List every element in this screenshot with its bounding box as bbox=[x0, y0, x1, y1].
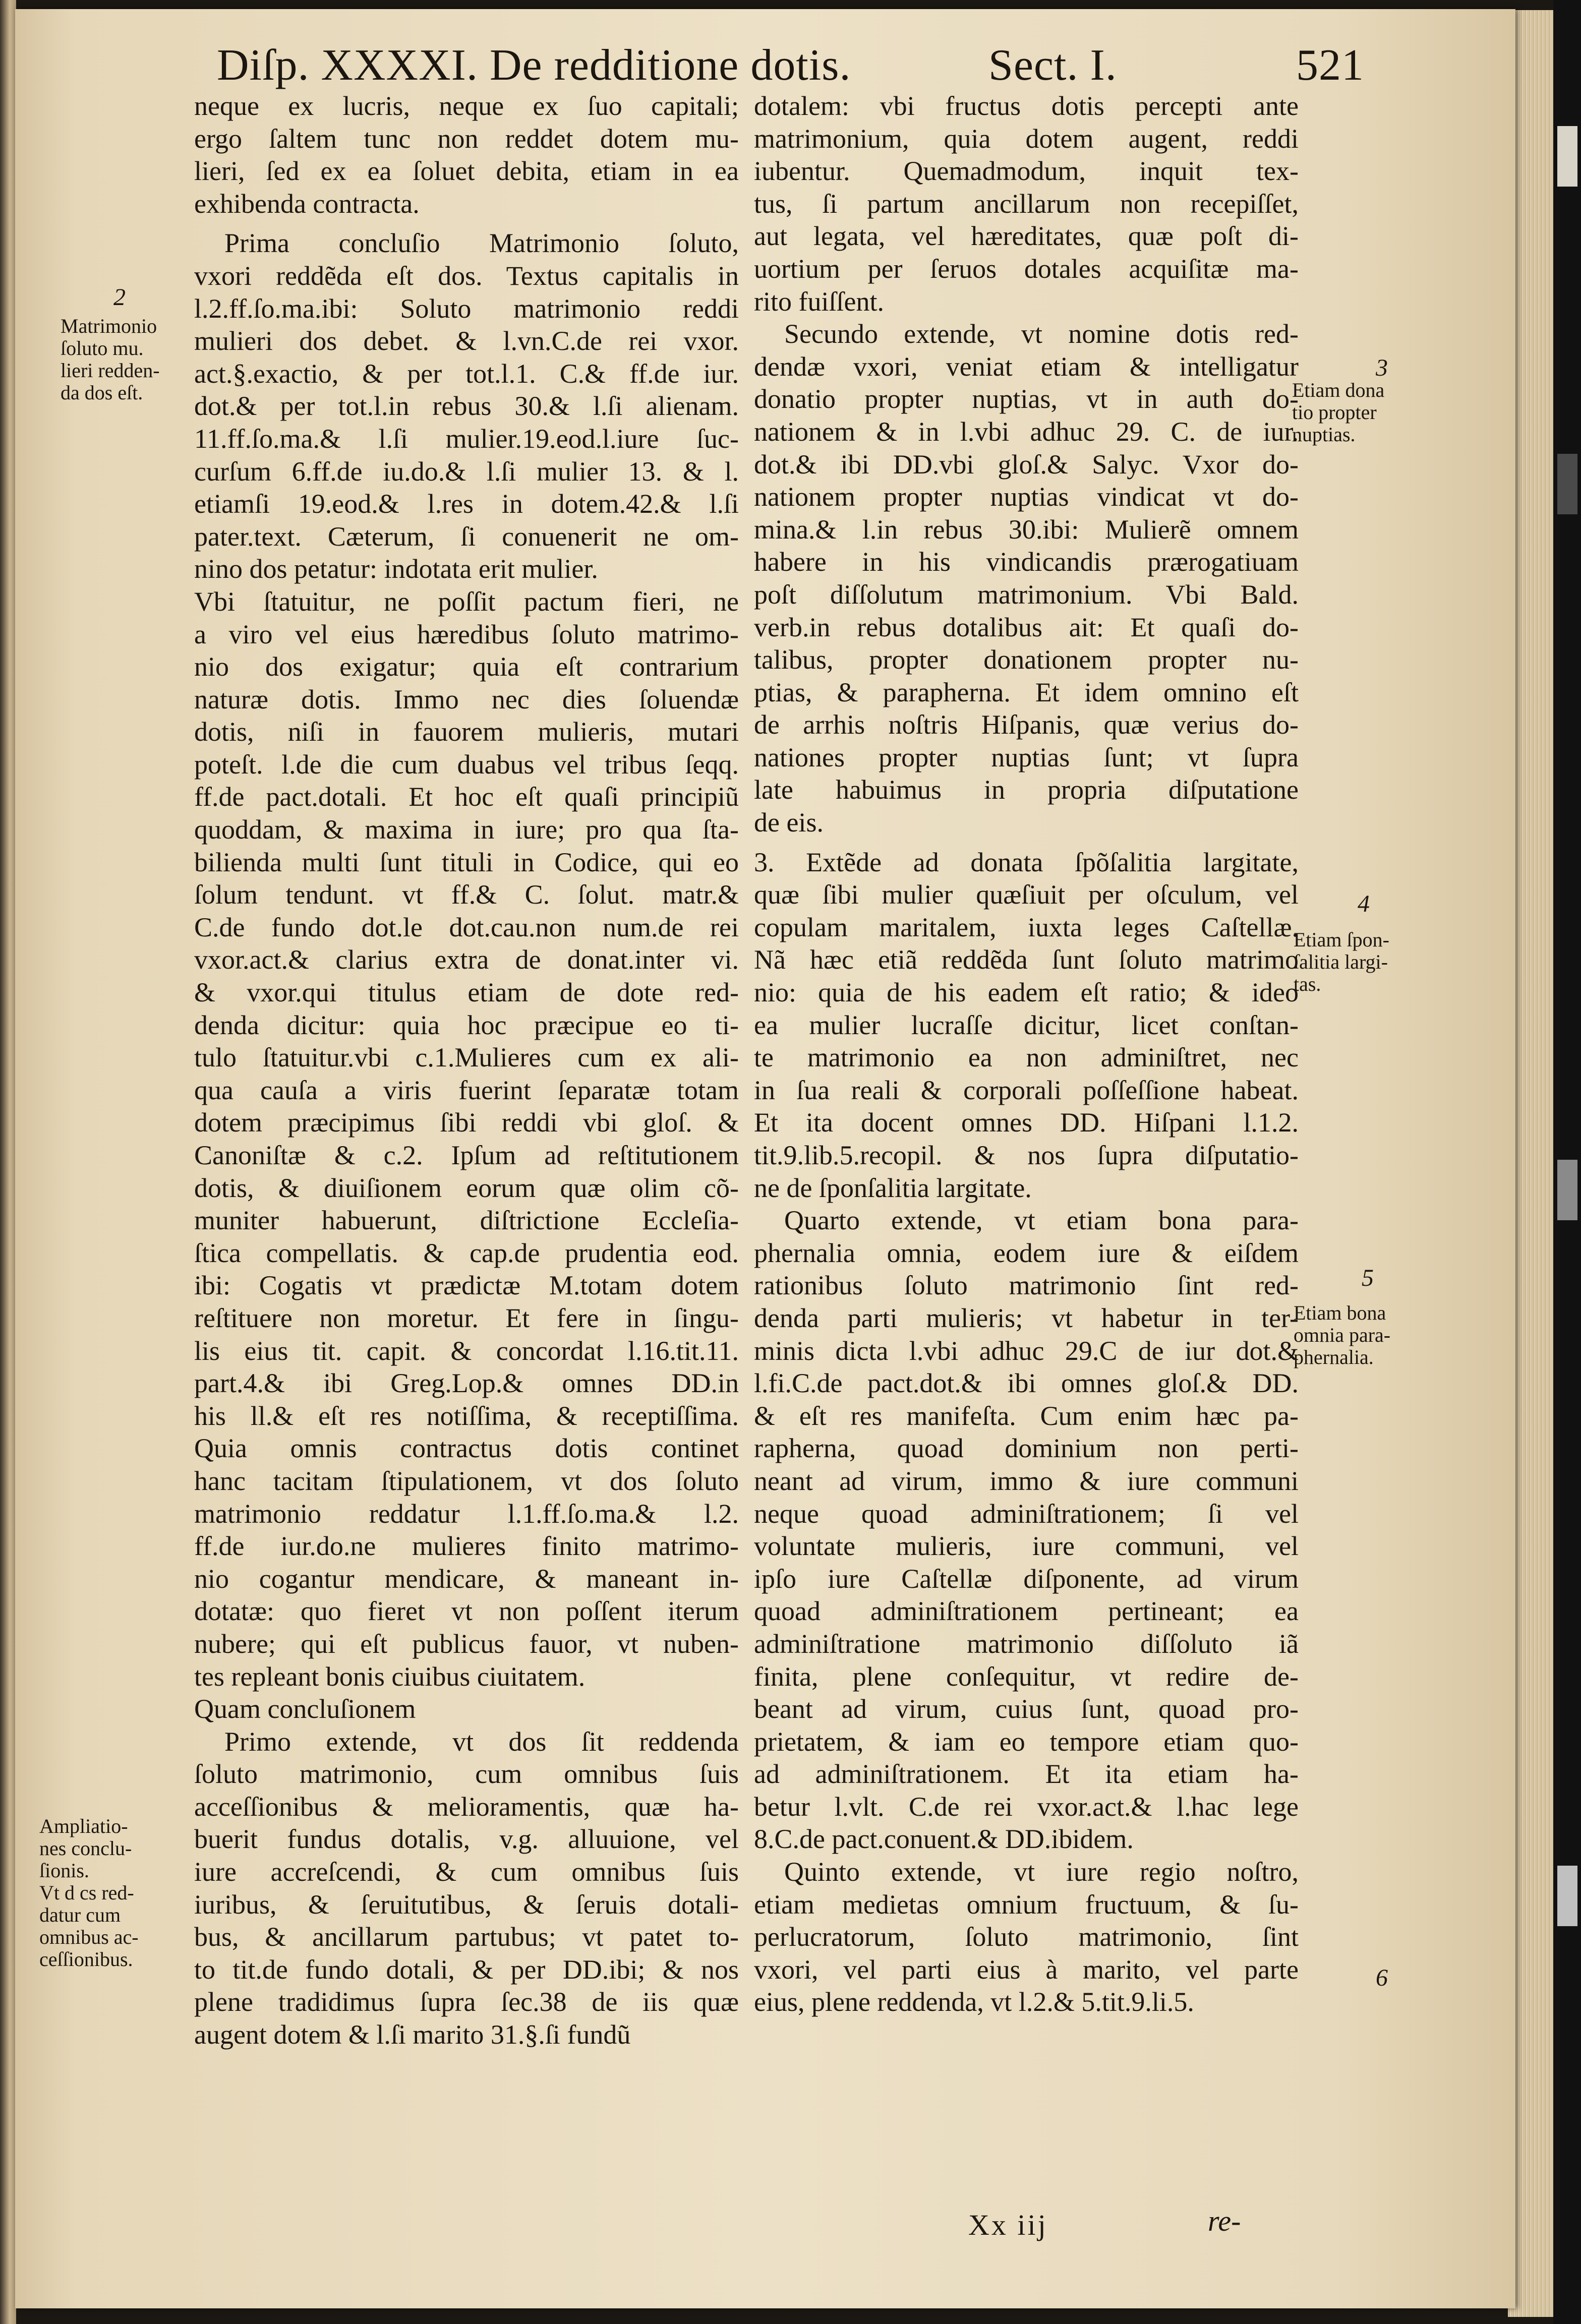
text-line: habere in his vindicandis prærogatiuam bbox=[754, 547, 1299, 577]
margin-note-line: Etiam ſpon- bbox=[1294, 928, 1389, 951]
text-line: l.2.ff.ſo.ma.ibi: Soluto matrimonio reddi bbox=[194, 293, 739, 324]
text-line: ergo ſaltem tunc non reddet dotem mu- bbox=[194, 123, 739, 154]
text-line: naturæ dotis. Immo nec dies ſoluendæ bbox=[194, 684, 739, 714]
running-head bbox=[212, 40, 1412, 91]
text-line: poſt diſſolutum matrimonium. Vbi Bald. bbox=[754, 579, 1299, 610]
text-line: ipſo iure Caſtellæ diſponente, ad virum bbox=[754, 1563, 1299, 1594]
text-line: nationes propter nuptias ſunt; vt ſupra bbox=[754, 742, 1299, 772]
text-line: vxori, vel parti eius à marito, vel parte bbox=[754, 1954, 1299, 1985]
text-line: neque ex lucris, neque ex ſuo capitali; bbox=[194, 91, 739, 121]
text-line: dendæ vxori, veniat etiam & intelligatur bbox=[754, 351, 1299, 382]
text-line: part.4.& ibi Greg.Lop.& omnes DD.in bbox=[194, 1368, 739, 1399]
margin-note-line: ceſſionibus. bbox=[39, 1948, 133, 1971]
text-line: qua cauſa a viris fuerint ſeparatæ totam bbox=[194, 1075, 739, 1105]
text-line: denda dicitur: quia hoc præcipue eo ti- bbox=[194, 1009, 739, 1040]
text-line: pater.text. Cæterum, ſi conuenerit ne om- bbox=[194, 521, 739, 552]
text-line: tus, ſi partum ancillarum non recepiſſet, bbox=[754, 188, 1299, 219]
text-line: a viro vel eius hæredibus ſoluto matrimo- bbox=[194, 619, 739, 649]
text-line: ſoluto matrimonio, cum omnibus ſuis bbox=[194, 1759, 739, 1790]
text-line: augent dotem & l.ſi marito 31.§.ſi fundũ bbox=[194, 2019, 631, 2050]
margin-note-number: 5 bbox=[1362, 1265, 1374, 1291]
text-line: & eſt res manifeſta. Cum enim hæc pa- bbox=[754, 1400, 1299, 1431]
text-line: rationibus ſoluto matrimonio ſint red- bbox=[754, 1270, 1299, 1301]
margin-note-line: ſalitia largi- bbox=[1294, 950, 1388, 973]
text-line: quoad adminiſtrationem pertineant; ea bbox=[754, 1596, 1299, 1627]
calibration-swatch bbox=[1557, 454, 1577, 514]
text-line: & vxor.qui titulus etiam de dote red- bbox=[194, 977, 739, 1008]
text-line: dot.& ibi DD.vbi gloſ.& Salyc. Vxor do- bbox=[754, 449, 1299, 480]
text-line: reſtituere non moretur. Et fere in ſingu- bbox=[194, 1302, 739, 1333]
text-line: de eis. bbox=[754, 807, 824, 838]
text-line: uortium per ſeruos dotales acquiſitæ ma- bbox=[754, 253, 1299, 284]
text-line: Quia omnis contractus dotis continet bbox=[194, 1433, 739, 1464]
signature-mark: Xx iij bbox=[968, 2209, 1048, 2241]
running-head-section: Sect. I. bbox=[988, 41, 1117, 90]
margin-note-line: omnia para- bbox=[1294, 1324, 1391, 1346]
text-line: neant ad virum, immo & iure communi bbox=[754, 1465, 1299, 1496]
text-line: etiamſi 19.eod.& l.res in dotem.42.& l.ſi bbox=[194, 489, 739, 519]
text-line: ad adminiſtrationem. Et ita etiam ha- bbox=[754, 1759, 1299, 1790]
margin-note-paraphernalia bbox=[1294, 1302, 1390, 1368]
text-line: rapherna, quoad dominium non perti- bbox=[754, 1433, 1299, 1464]
margin-note-line: nuptias. bbox=[1292, 423, 1356, 446]
margin-note-line: datur cum bbox=[39, 1903, 121, 1926]
text-line: Nã hæc etiã reddẽda ſunt ſoluto matrimo bbox=[754, 944, 1299, 975]
calibration-swatch bbox=[1557, 126, 1577, 187]
text-line: mina.& l.in rebus 30.ibi: Mulierẽ omnem bbox=[754, 514, 1299, 545]
text-line: nio cogantur mendicare, & maneant in- bbox=[194, 1563, 739, 1594]
text-line: ff.de iur.do.ne mulieres finito matrimo- bbox=[194, 1531, 739, 1562]
margin-note-line: nes conclu- bbox=[39, 1837, 132, 1860]
text-line: minis dicta l.vbi adhuc 29.C de iur dot.& bbox=[754, 1335, 1299, 1366]
text-line: prietatem, & iam eo tempore etiam quo- bbox=[754, 1726, 1299, 1757]
text-line: his ll.& eſt res notiſſima, & receptiſſima. bbox=[194, 1400, 739, 1431]
text-line: Quarto extende, vt etiam bona para- bbox=[784, 1205, 1299, 1236]
margin-note-number: 4 bbox=[1358, 890, 1370, 917]
page-number: 521 bbox=[1296, 41, 1364, 90]
text-line: nino dos petatur: indotata erit mulier. bbox=[194, 554, 598, 584]
running-head-title: Diſp. XXXXI. De redditione dotis. bbox=[217, 41, 851, 90]
margin-note-matrimonio bbox=[61, 315, 160, 404]
margin-note-line: omnibus ac- bbox=[39, 1926, 139, 1948]
margin-note-number: 6 bbox=[1376, 1964, 1388, 1991]
text-line: lis eius tit. capit. & concordat l.16.tit.11. bbox=[194, 1335, 739, 1366]
text-line: 3. Extẽde ad donata ſpõſalitia largitate, bbox=[754, 847, 1299, 877]
text-line: dotem præcipimus ſibi reddi vbi gloſ. & bbox=[194, 1107, 739, 1138]
text-line: matrimonio reddatur l.1.ff.ſo.ma.& l.2. bbox=[194, 1498, 739, 1529]
margin-note-line: tio propter bbox=[1292, 401, 1377, 424]
text-line: ibi: Cogatis vt prædictæ M.totam dotem bbox=[194, 1270, 739, 1301]
text-line: Canoniſtæ & c.2. Ipſum ad reſtitutionem bbox=[194, 1140, 739, 1170]
margin-note-line: ſoluto mu. bbox=[61, 337, 144, 360]
text-line: matrimonium, quia dotem augent, reddi bbox=[754, 123, 1299, 154]
text-line: ne de ſponſalitia largitate. bbox=[754, 1172, 1032, 1203]
text-line: aut legata, vel hæreditates, quæ poſt di- bbox=[754, 221, 1299, 252]
text-line: 8.C.de pact.conuent.& DD.ibidem. bbox=[754, 1824, 1134, 1855]
text-line: Secundo extende, vt nomine dotis red- bbox=[784, 319, 1299, 349]
text-line: tit.9.lib.5.recopil. & nos ſupra diſputatio- bbox=[754, 1140, 1299, 1170]
margin-note-line: phernalia. bbox=[1294, 1346, 1374, 1368]
text-line: quoddam, & maxima in iure; pro qua ſta- bbox=[194, 814, 739, 845]
facing-page-edge bbox=[0, 0, 16, 2324]
text-line: act.§.exactio, & per tot.l.1. C.& ff.de iur. bbox=[194, 358, 739, 389]
text-line: muniter habuerunt, diſtrictione Eccleſia- bbox=[194, 1205, 739, 1236]
text-line: ſtica compellatis. & cap.de prudentia eod. bbox=[194, 1237, 739, 1268]
text-line: ſolum tendunt. vt ff.& C. ſolut. matr.& bbox=[194, 879, 739, 910]
margin-note-line: ſionis. bbox=[39, 1859, 89, 1882]
text-line: talibus, propter donationem propter nu- bbox=[754, 644, 1299, 675]
margin-note-line: Ampliatio- bbox=[39, 1815, 128, 1837]
text-line: denda parti mulieris; vt habetur in ter- bbox=[754, 1302, 1299, 1333]
text-line: acceſſionibus & melioramentis, quæ ha- bbox=[194, 1791, 739, 1822]
calibration-swatch bbox=[1557, 1866, 1577, 1926]
text-line: hanc tacitam ſtipulationem, vt dos ſoluto bbox=[194, 1465, 739, 1496]
text-line: vxor.act.& clarius extra de donat.inter vi. bbox=[194, 944, 739, 975]
text-line: Et ita docent omnes DD. Hiſpani l.1.2. bbox=[754, 1107, 1299, 1138]
text-column-left bbox=[194, 90, 739, 2051]
text-line: dot.& per tot.l.in rebus 30.& l.ſi alienam. bbox=[194, 391, 739, 422]
text-line: finita, plene conſequitur, vt redire de- bbox=[754, 1661, 1299, 1692]
text-line: 11.ff.ſo.ma.& l.ſi mulier.19.eod.l.iure ſuc- bbox=[194, 423, 739, 454]
catchword: re- bbox=[1208, 2204, 1241, 2237]
margin-note-number: 2 bbox=[113, 284, 126, 311]
text-line: etiam medietas omnium fructuum, & ſu- bbox=[754, 1889, 1299, 1920]
text-line: betur l.vlt. C.de rei vxor.act.& l.hac lege bbox=[754, 1791, 1299, 1822]
text-line: tes repleant bonis ciuibus ciuitatem. bbox=[194, 1661, 585, 1692]
text-line: iure accreſcendi, & cum omnibus ſuis bbox=[194, 1857, 739, 1887]
text-line: Quam concluſionem bbox=[194, 1694, 416, 1724]
margin-note-line: Vt d cs red- bbox=[39, 1881, 134, 1904]
text-line: copulam maritalem, iuxta leges Caſtellæ. bbox=[754, 912, 1299, 942]
text-line: perlucratorum, ſoluto matrimonio, ſint bbox=[754, 1922, 1299, 1952]
text-line: buerit fundus dotalis, v.g. alluuione, vel bbox=[194, 1824, 739, 1855]
text-line: in ſua reali & corporali poſſeſſione habeat. bbox=[754, 1075, 1299, 1105]
text-line: bus, & ancillarum partubus; vt patet to- bbox=[194, 1922, 739, 1952]
margin-note-line: Matrimonio bbox=[61, 315, 157, 337]
text-line: nationem propter nuptias vindicat vt do- bbox=[754, 482, 1299, 512]
text-line: dotatæ: quo fieret vt non poſſent iterum bbox=[194, 1596, 739, 1627]
margin-note-line: tas. bbox=[1294, 973, 1321, 995]
text-line: quæ ſibi mulier quæſiuit per oſculum, vel bbox=[754, 879, 1299, 910]
text-line: donatio propter nuptias, vt in auth do- bbox=[754, 384, 1299, 414]
text-line: voluntate mulieris, iure communi, vel bbox=[754, 1531, 1299, 1562]
text-line: nationem & in l.vbi adhuc 29. C. de iur. bbox=[754, 416, 1299, 447]
margin-note-line: lieri redden- bbox=[61, 359, 160, 382]
margin-note-number: 3 bbox=[1376, 354, 1388, 381]
margin-note-line: da dos eſt. bbox=[61, 381, 143, 404]
text-line: Quinto extende, vt iure regio noſtro, bbox=[784, 1857, 1299, 1887]
text-line: bilienda multi ſunt tituli in Codice, qui eo bbox=[194, 847, 739, 877]
text-line: dotalem: vbi fructus dotis percepti ante bbox=[754, 91, 1299, 121]
text-line: ff.de pact.dotali. Et hoc eſt quaſi principiũ bbox=[194, 782, 739, 812]
text-line: l.fi.C.de pact.dot.& ibi omnes gloſ.& DD. bbox=[754, 1368, 1299, 1399]
calibration-swatch bbox=[1557, 1160, 1577, 1220]
text-line: curſum 6.ff.de iu.do.& l.ſi mulier 13. & l. bbox=[194, 456, 739, 487]
text-line: dotis, niſi in fauorem mulieris, mutari bbox=[194, 717, 739, 747]
margin-note-line: Etiam dona bbox=[1292, 379, 1385, 401]
text-line: verb.in rebus dotalibus ait: Et quaſi do- bbox=[754, 612, 1299, 642]
text-line: beant ad virum, cuius ſunt, quoad pro- bbox=[754, 1694, 1299, 1724]
text-line: C.de fundo dot.le dot.cau.non num.de rei bbox=[194, 912, 739, 942]
margin-note-ampliationes bbox=[39, 1815, 139, 1971]
text-line: nio: quia de his eadem eſt ratio; & ideo bbox=[754, 977, 1299, 1008]
text-line: nubere; qui eſt publicus fauor, vt nuben- bbox=[194, 1628, 739, 1659]
text-line: phernalia omnia, eodem iure & eiſdem bbox=[754, 1237, 1299, 1268]
text-line: late habuimus in propria diſputatione bbox=[754, 774, 1299, 805]
text-line: rito fuiſſent. bbox=[754, 286, 884, 317]
text-line: neque quoad adminiſtrationem; ſi vel bbox=[754, 1498, 1299, 1529]
text-line: de arrhis noſtris Hiſpanis, quæ verius do- bbox=[754, 709, 1299, 740]
margin-note-sponsalitia bbox=[1294, 929, 1389, 995]
text-line: Primo extende, vt dos ſit reddenda bbox=[224, 1726, 739, 1757]
text-line: te matrimonio ea non adminiſtret, nec bbox=[754, 1042, 1299, 1073]
text-line: mulieri dos debet. & l.vn.C.de rei vxor. bbox=[194, 326, 739, 356]
text-line: to tit.de fundo dotali, & per DD.ibi; & nos bbox=[194, 1954, 739, 1985]
text-line: ptias, & parapherna. Et idem omnino eſt bbox=[754, 677, 1299, 707]
text-line: tulo ſtatuitur.vbi c.1.Mulieres cum ex ali- bbox=[194, 1042, 739, 1073]
margin-note-donatio bbox=[1292, 379, 1384, 446]
text-line: ea mulier lucraſſe dicitur, licet conſtan- bbox=[754, 1009, 1299, 1040]
text-line: poteſt. l.de die cum duabus vel tribus ſeqq. bbox=[194, 749, 739, 780]
text-line: iuribus, & ſeruitutibus, & ſeruis dotali- bbox=[194, 1889, 739, 1920]
text-line: adminiſtratione matrimonio diſſoluto iã bbox=[754, 1628, 1299, 1659]
text-column-right bbox=[754, 90, 1299, 2018]
text-line: vxori reddẽda eſt dos. Textus capitalis in bbox=[194, 260, 739, 291]
margin-note-line: Etiam bona bbox=[1294, 1301, 1386, 1324]
text-line: eius, plene reddenda, vt l.2.& 5.tit.9.li.5. bbox=[754, 1987, 1194, 2017]
text-line: plene tradidimus ſupra ſec.38 de iis quæ bbox=[194, 1987, 739, 2017]
text-line: iubentur. Quemadmodum, inquit tex- bbox=[754, 156, 1299, 187]
text-line: Vbi ſtatuitur, ne poſſit pactum fieri, ne bbox=[194, 586, 739, 617]
text-line: Prima concluſio Matrimonio ſoluto, bbox=[224, 228, 739, 259]
text-line: lieri, ſed ex ea ſoluet debita, etiam in ea bbox=[194, 156, 739, 187]
text-line: exhibenda contracta. bbox=[194, 188, 420, 219]
text-line: dotis, & diuiſionem eorum quæ olim cõ- bbox=[194, 1172, 739, 1203]
text-line: nio dos exigatur; quia eſt contrarium bbox=[194, 651, 739, 682]
